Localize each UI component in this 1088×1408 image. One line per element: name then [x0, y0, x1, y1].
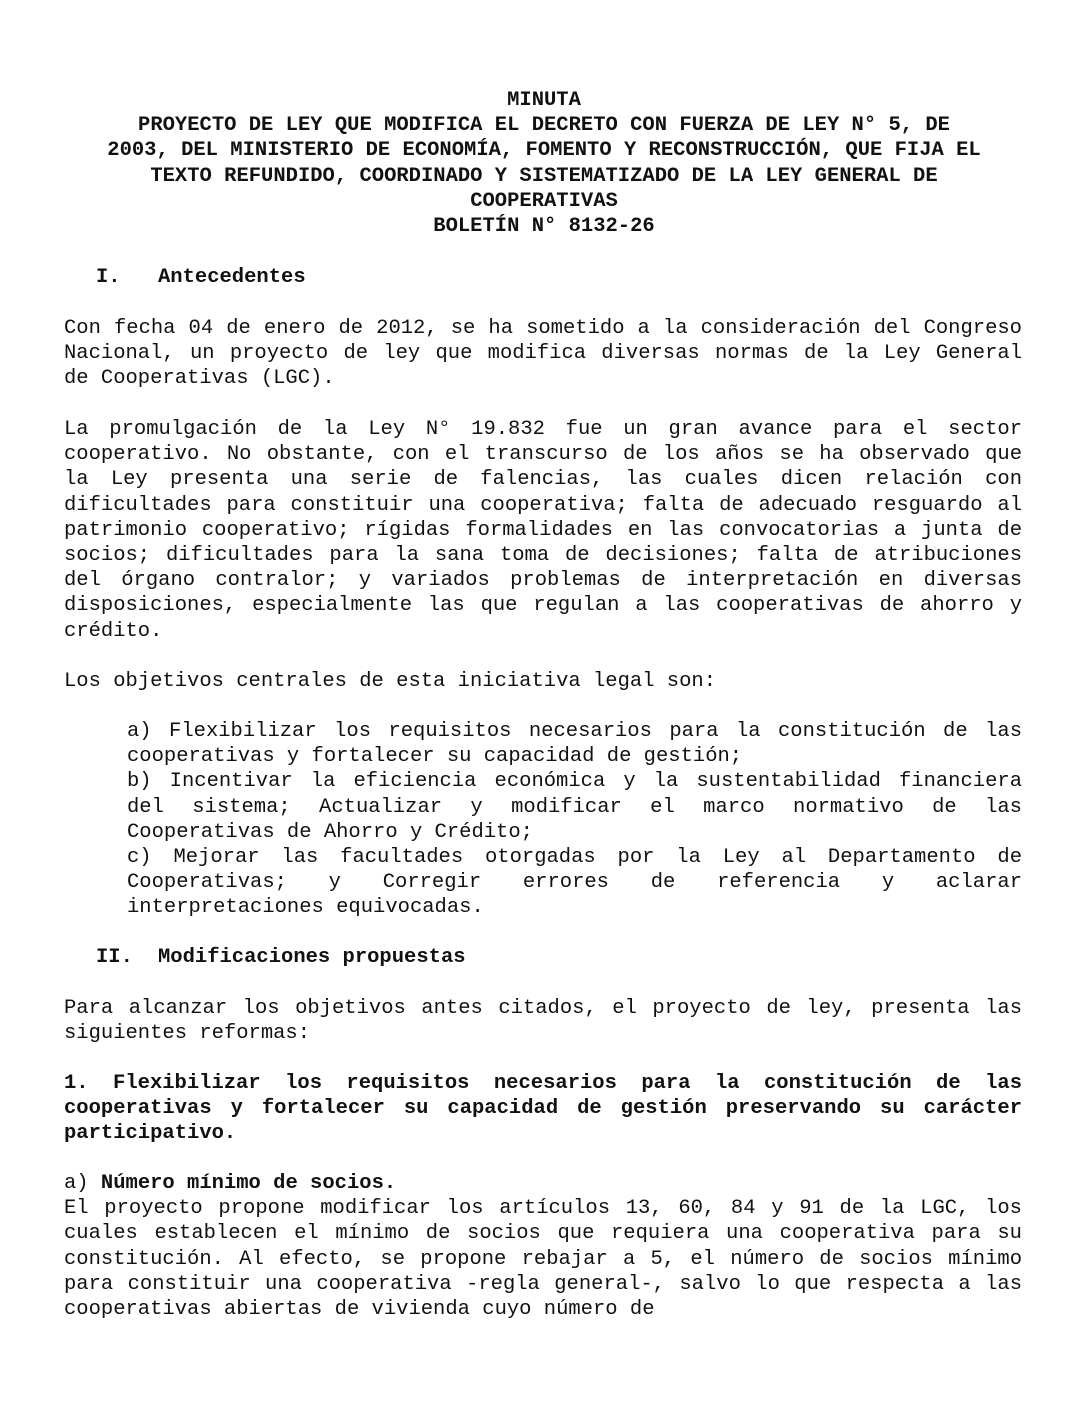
paragraph-fecha: Con fecha 04 de enero de 2012, se ha sometido a la consideración del Congreso Nacional, un proyecto de ley que modifica diversas normas de la Ley General de Cooperativas (LGC).	[64, 317, 1022, 391]
list-item: c) Mejorar las facultades otorgadas por la Ley al Departamento de Cooperativas; y Corregir errores de referencia y aclarar interpretaciones equivocadas.	[127, 846, 1022, 920]
header-title-line-4: COOPERATIVAS	[470, 189, 618, 213]
subheading-flexibilizar: 1. Flexibilizar los requisitos necesarios para la constitución de las cooperativas y fortalecer su capacidad de gestión preservando su carácter participativo.	[64, 1072, 1022, 1146]
header-title-line-2: 2003, DEL MINISTERIO DE ECONOMÍA, FOMENTO Y RECONSTRUCCIÓN, QUE FIJA EL	[107, 139, 981, 163]
section-number: I.	[96, 266, 121, 289]
header-boletin: BOLETÍN N° 8132-26	[433, 215, 655, 239]
item-text: El proyecto propone modificar los artículos 13, 60, 84 y 91 de la LGC, los cuales establecen el mínimo de socios que requiera una cooperativa para su constitución. Al efecto, se propone rebajar a 5, el número de socios mínimo para constituir una cooperativa -regla general-, salvo lo que respecta a las cooperativas abiertas de vivienda cuyo número de	[64, 1197, 1022, 1322]
header-title-line-3: TEXTO REFUNDIDO, COORDINADO Y SISTEMATIZADO DE LA LEY GENERAL DE	[150, 164, 938, 188]
item-title: Número mínimo de socios.	[100, 1172, 397, 1195]
header-minuta: MINUTA	[507, 89, 581, 112]
list-item: a) Flexibilizar los requisitos necesarios para la constitución de las cooperativas y fortalecer su capacidad de gestión;	[127, 720, 1022, 769]
section-heading-antecedentes	[96, 265, 306, 290]
section-title: Modificaciones propuestas	[158, 946, 466, 969]
item-heading	[64, 1171, 1022, 1196]
document-header	[64, 88, 1024, 239]
paragraph-promulgacion: La promulgación de la Ley N° 19.832 fue un gran avance para el sector cooperativo. No obstante, con el transcurso de los años se ha observado que la Ley presenta una serie de falencias, las cuales dicen relación con dificultades para constituir una cooperativa; falta de adecuado resguardo al patrimonio cooperativo; rígidas formalidades en las convocatorias a junta de socios; dificultades para la sana toma de decisiones; falta de atribuciones del órgano contralor; y variados problemas de interpretación en diversas disposiciones, especialmente las que regulan a las cooperativas de ahorro y crédito.	[64, 418, 1022, 643]
item-numero-minimo	[64, 1171, 1022, 1322]
objectives-list	[127, 719, 1022, 921]
item-label: a)	[64, 1172, 89, 1195]
header-title-line-1: PROYECTO DE LEY QUE MODIFICA EL DECRETO CON FUERZA DE LEY N° 5, DE	[138, 114, 950, 138]
section-number: II.	[96, 946, 133, 969]
section-heading-modificaciones	[96, 945, 466, 970]
section-title: Antecedentes	[158, 266, 306, 289]
paragraph-objetivos-intro: Los objetivos centrales de esta iniciativa legal son:	[64, 670, 717, 693]
list-item: b) Incentivar la eficiencia económica y la sustentabilidad financiera del sistema; Actualizar y modificar el marco normativo de las Cooperativas de Ahorro y Crédito;	[127, 770, 1022, 844]
paragraph-reformas-intro: Para alcanzar los objetivos antes citados, el proyecto de ley, presenta las siguientes reformas:	[64, 997, 1022, 1046]
